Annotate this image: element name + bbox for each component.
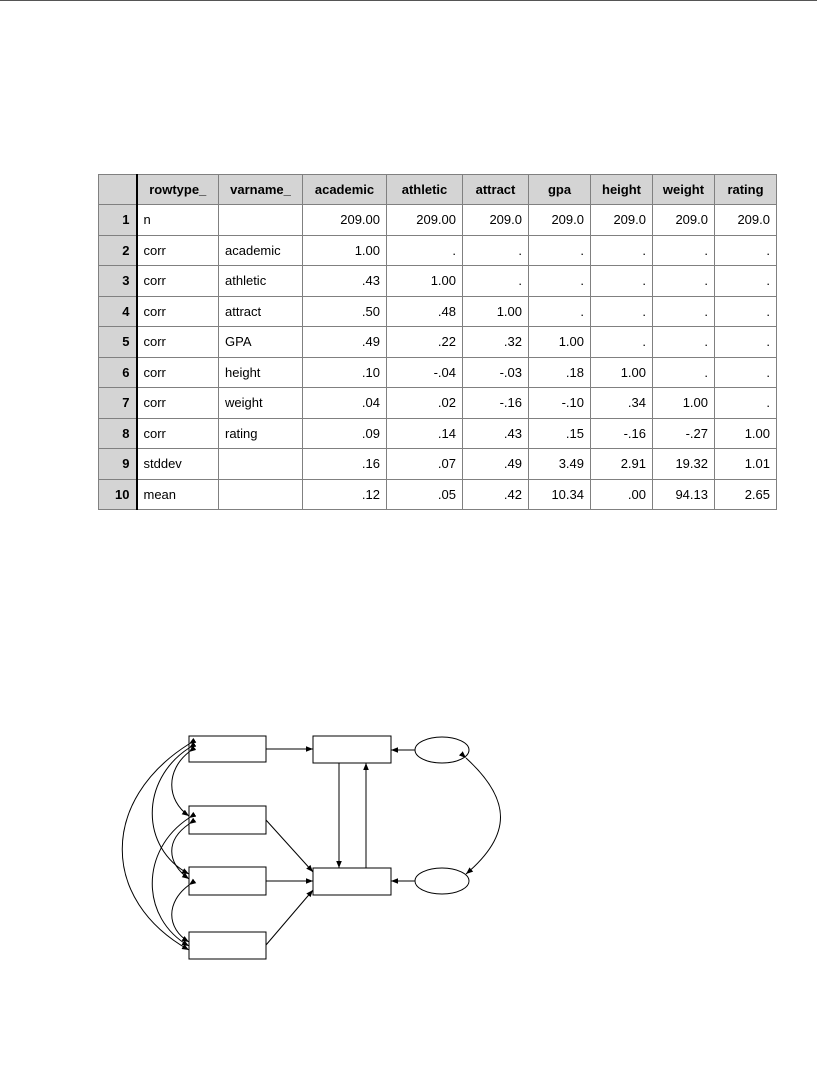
table-cell[interactable]: -.10 xyxy=(529,388,591,419)
diagram-box-2 xyxy=(189,806,266,834)
table-cell[interactable]: .12 xyxy=(303,479,387,510)
table-cell[interactable]: -.16 xyxy=(463,388,529,419)
table-cell[interactable]: 209.0 xyxy=(653,205,715,236)
table-cell[interactable]: .00 xyxy=(591,479,653,510)
table-cell[interactable]: 1.00 xyxy=(591,357,653,388)
diagram-box-3 xyxy=(189,867,266,895)
table-cell[interactable]: n xyxy=(137,205,219,236)
table-cell[interactable]: . xyxy=(653,266,715,297)
row-number[interactable]: 6 xyxy=(99,357,137,388)
diagram-box-1 xyxy=(189,736,266,762)
table-cell[interactable]: .22 xyxy=(387,327,463,358)
table-cell[interactable]: .02 xyxy=(387,388,463,419)
table-cell[interactable]: . xyxy=(387,235,463,266)
table-cell[interactable]: .07 xyxy=(387,449,463,480)
table-row xyxy=(99,205,777,236)
table-cell[interactable]: .05 xyxy=(387,479,463,510)
table-cell[interactable]: 209.00 xyxy=(387,205,463,236)
table-cell[interactable]: 209.00 xyxy=(303,205,387,236)
table-cell[interactable]: .43 xyxy=(303,266,387,297)
table-cell[interactable]: . xyxy=(463,266,529,297)
row-number[interactable]: 10 xyxy=(99,479,137,510)
row-number[interactable]: 1 xyxy=(99,205,137,236)
table-cell[interactable]: .43 xyxy=(463,418,529,449)
row-number[interactable]: 2 xyxy=(99,235,137,266)
table-row xyxy=(99,388,777,419)
table-cell[interactable]: .42 xyxy=(463,479,529,510)
table-cell[interactable]: rating xyxy=(219,418,303,449)
data-grid xyxy=(98,174,777,510)
column-header[interactable]: weight xyxy=(653,175,715,205)
table-cell[interactable]: 2.91 xyxy=(591,449,653,480)
column-header[interactable]: height xyxy=(591,175,653,205)
table-cell[interactable]: 94.13 xyxy=(653,479,715,510)
table-cell[interactable]: corr xyxy=(137,327,219,358)
diagram-covariance-arc xyxy=(122,744,189,950)
table-cell[interactable]: . xyxy=(653,327,715,358)
table-cell[interactable]: 209.0 xyxy=(463,205,529,236)
header-row xyxy=(99,175,777,205)
row-number[interactable]: 3 xyxy=(99,266,137,297)
table-cell[interactable]: corr xyxy=(137,235,219,266)
table-cell[interactable]: .50 xyxy=(303,296,387,327)
row-number[interactable]: 4 xyxy=(99,296,137,327)
table-cell[interactable]: . xyxy=(529,266,591,297)
table-cell[interactable]: corr xyxy=(137,357,219,388)
table-cell[interactable]: . xyxy=(715,235,777,266)
table-cell[interactable]: attract xyxy=(219,296,303,327)
table-cell[interactable]: 1.00 xyxy=(715,418,777,449)
table-cell[interactable]: -.04 xyxy=(387,357,463,388)
table-cell[interactable]: stddev xyxy=(137,449,219,480)
table-cell[interactable]: 209.0 xyxy=(591,205,653,236)
table-cell[interactable]: 1.00 xyxy=(529,327,591,358)
table-cell[interactable]: .34 xyxy=(591,388,653,419)
table-cell[interactable]: .18 xyxy=(529,357,591,388)
column-header[interactable]: varname_ xyxy=(219,175,303,205)
diagram-covariance-arc xyxy=(172,885,189,942)
column-header[interactable]: athletic xyxy=(387,175,463,205)
table-row xyxy=(99,418,777,449)
table-cell[interactable]: .32 xyxy=(463,327,529,358)
diagram-covariance-arc xyxy=(172,824,189,879)
table-cell[interactable]: corr xyxy=(137,418,219,449)
table-cell[interactable]: 1.00 xyxy=(653,388,715,419)
table-cell[interactable]: 19.32 xyxy=(653,449,715,480)
diagram-path-arrow xyxy=(266,890,313,945)
diagram-box-5 xyxy=(313,736,391,763)
table-cell[interactable] xyxy=(219,449,303,480)
table-cell[interactable]: .48 xyxy=(387,296,463,327)
column-header[interactable]: attract xyxy=(463,175,529,205)
table-row xyxy=(99,266,777,297)
table-cell[interactable]: .16 xyxy=(303,449,387,480)
table-cell[interactable]: 209.0 xyxy=(529,205,591,236)
table-cell[interactable]: . xyxy=(653,235,715,266)
table-cell[interactable]: 10.34 xyxy=(529,479,591,510)
table-cell[interactable]: . xyxy=(591,327,653,358)
table-cell[interactable]: .15 xyxy=(529,418,591,449)
table-row xyxy=(99,449,777,480)
row-number[interactable]: 7 xyxy=(99,388,137,419)
table-row xyxy=(99,479,777,510)
table-cell[interactable]: .09 xyxy=(303,418,387,449)
table-cell[interactable]: . xyxy=(715,327,777,358)
table-cell[interactable]: 1.00 xyxy=(463,296,529,327)
table-cell[interactable]: .49 xyxy=(303,327,387,358)
table-cell[interactable] xyxy=(219,479,303,510)
column-header[interactable]: rowtype_ xyxy=(137,175,219,205)
corner-cell[interactable] xyxy=(99,175,137,205)
table-cell[interactable]: .04 xyxy=(303,388,387,419)
table-cell[interactable]: .10 xyxy=(303,357,387,388)
table-cell[interactable]: mean xyxy=(137,479,219,510)
table-cell[interactable]: . xyxy=(463,235,529,266)
row-number[interactable]: 9 xyxy=(99,449,137,480)
column-header[interactable]: rating xyxy=(715,175,777,205)
column-header[interactable]: academic xyxy=(303,175,387,205)
table-cell[interactable]: .49 xyxy=(463,449,529,480)
table-cell[interactable]: . xyxy=(653,357,715,388)
table-cell[interactable] xyxy=(219,205,303,236)
diagram-covariance-arc xyxy=(172,752,189,816)
column-header[interactable]: gpa xyxy=(529,175,591,205)
table-row xyxy=(99,357,777,388)
diagram-box-4 xyxy=(189,932,266,959)
row-number[interactable]: 8 xyxy=(99,418,137,449)
table-cell[interactable]: . xyxy=(715,388,777,419)
table-cell[interactable]: academic xyxy=(219,235,303,266)
table-cell[interactable]: weight xyxy=(219,388,303,419)
table-cell[interactable]: -.16 xyxy=(591,418,653,449)
table-cell[interactable]: 2.65 xyxy=(715,479,777,510)
top-rule xyxy=(0,0,817,1)
table-cell[interactable]: athletic xyxy=(219,266,303,297)
table-cell[interactable]: 1.00 xyxy=(387,266,463,297)
table-row xyxy=(99,327,777,358)
diagram-error-ellipse-1 xyxy=(415,737,469,763)
table-cell[interactable]: . xyxy=(591,296,653,327)
row-number[interactable]: 5 xyxy=(99,327,137,358)
table-cell[interactable]: . xyxy=(591,235,653,266)
table-cell[interactable]: . xyxy=(529,296,591,327)
diagram-path-arrow xyxy=(266,820,313,872)
table-cell[interactable]: . xyxy=(591,266,653,297)
diagram-box-6 xyxy=(313,868,391,895)
diagram-error-ellipse-2 xyxy=(415,868,469,894)
table-row xyxy=(99,296,777,327)
table-cell[interactable]: -.27 xyxy=(653,418,715,449)
table-cell[interactable]: 209.0 xyxy=(715,205,777,236)
table-cell[interactable]: 3.49 xyxy=(529,449,591,480)
table-cell[interactable]: . xyxy=(715,266,777,297)
table-cell[interactable]: height xyxy=(219,357,303,388)
table-cell[interactable]: 1.01 xyxy=(715,449,777,480)
table-cell[interactable]: . xyxy=(529,235,591,266)
table-cell[interactable]: . xyxy=(653,296,715,327)
table-cell[interactable]: GPA xyxy=(219,327,303,358)
table-cell[interactable]: .14 xyxy=(387,418,463,449)
table-cell[interactable]: -.03 xyxy=(463,357,529,388)
table-cell[interactable]: corr xyxy=(137,388,219,419)
table-cell[interactable]: . xyxy=(715,296,777,327)
table-cell[interactable]: . xyxy=(715,357,777,388)
table-cell[interactable]: corr xyxy=(137,296,219,327)
diagram-covariance-arc xyxy=(466,758,501,874)
table-cell[interactable]: corr xyxy=(137,266,219,297)
table-row xyxy=(99,235,777,266)
path-diagram xyxy=(0,700,817,1000)
table-cell[interactable]: 1.00 xyxy=(303,235,387,266)
